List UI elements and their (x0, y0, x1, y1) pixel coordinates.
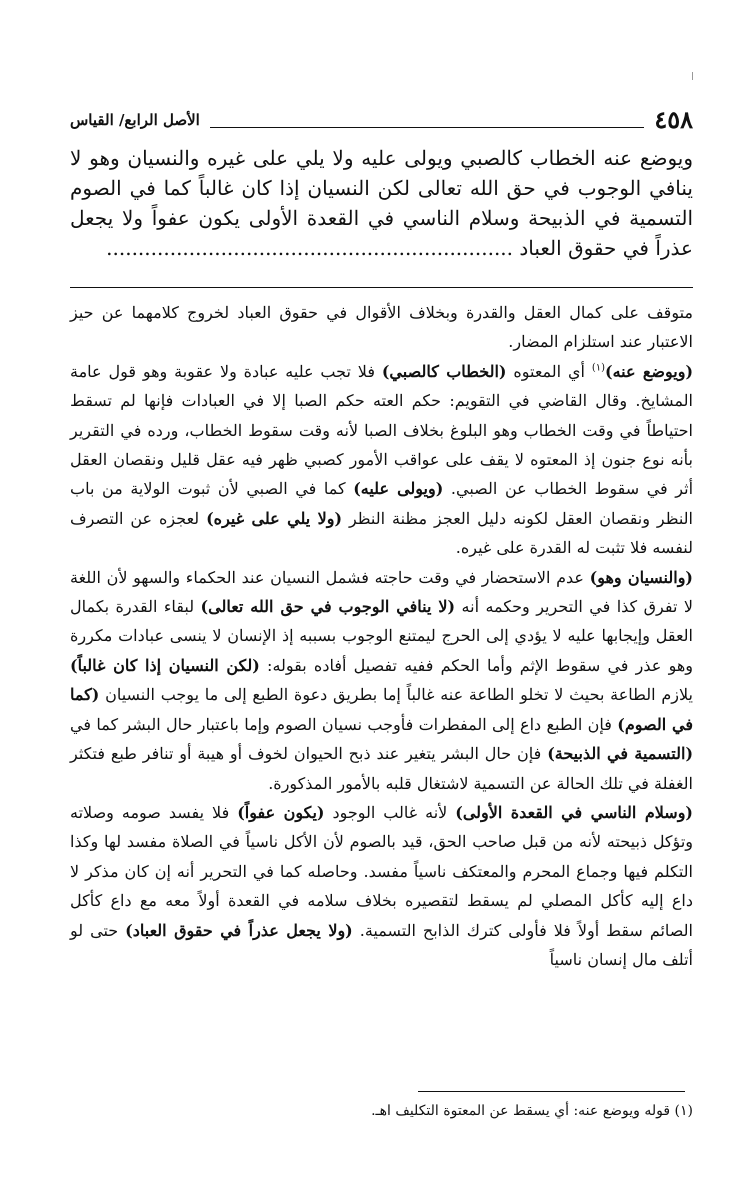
quoted-matn: (لكن النسيان إذا كان غالباً) (70, 655, 260, 675)
matn-paragraph (70, 143, 693, 263)
commentary-paragraph-2 (70, 357, 693, 563)
header-rule (210, 127, 645, 128)
commentary-text: كما في الصبي لأن ثبوت الولاية من باب النظر ونقصان العقل لكونه دليل العجز مظنة النظر (70, 479, 694, 528)
commentary-paragraph-4 (70, 798, 693, 974)
commentary-text: فلا يفسد صومه وصلاته وتؤكل ذبيحته لأنه من قبل صاحب الحق، قيد بالصوم لأن الأكل ناسياً في الصلاة مفسد لها وكذا التكلم فيها وجماع المحرم والمعتكف ناسياً مفسد. وحاصله كما في التحرير أنه إن كان مذكر لا داع إليه كأكل المصلي لم يسقط لتقصيره بخلاف سلامه في القعدة أولاً معه مع داع كأكل الصائم سقط أولاً فلا فأولى كترك الذابح التسمية. (70, 802, 694, 940)
footnote-reference[interactable]: (١) (591, 362, 606, 374)
commentary-text: حتى لو أتلف مال إنسان ناسياً (70, 920, 693, 969)
matn-text: ويوضع عنه الخطاب كالصبي ويولى عليه ولا يلي على غيره والنسيان وهو لا ينافي الوجوب في حق الله تعالى لكن النسيان إذا كان غالباً كما في الصوم التسمية في الذبيحة وسلام الناسي في القعدة الأولى يكون عفواً ولا يجعل عذراً في حقوق العباد (70, 146, 693, 260)
commentary-text: أي المعتوه (506, 361, 592, 381)
quoted-matn: (لا ينافي الوجوب في حق الله تعالى) (200, 597, 456, 617)
commentary-text: عدم الاستحضار في وقت حاجته فشمل النسيان عند الحكماء والسهو لأن اللغة لا تفرق كذا في التحرير وحكمه أنه (70, 567, 693, 617)
commentary-text: لأنه غالب الوجود (324, 802, 456, 822)
quoted-matn: (الخطاب كالصبي) (381, 361, 507, 381)
quoted-matn: (والنسيان وهو) (589, 567, 693, 587)
quoted-matn: (التسمية في الذبيحة) (547, 744, 694, 764)
quoted-matn: (ويوضع عنه) (605, 361, 694, 381)
commentary-text: لبقاء القدرة بكمال العقل وإيجابها عليه لا يؤدي إلى الحرج ليمتنع الوجوب بسببه إذ الإنسان لا ينسى عبادات مكررة وهو عذر في سقوط الإثم وأما الحكم ففيه تفصيل أفاده بقوله: (70, 597, 694, 675)
commentary-text: فإن الطبع داع إلى المفطرات فأوجب نسيان الصوم وإما باعتبار حال البشر كما في (70, 714, 618, 734)
matn-text-block (70, 143, 693, 263)
running-title: الأصل الرابع/ القياس (70, 111, 200, 129)
quoted-matn: (ويولى عليه) (353, 479, 444, 499)
commentary-paragraph-1: متوقف على كمال العقل والقدرة وبخلاف الأقوال في حقوق العباد لخروج كلامهما عن حيز الاعتبار عند استلزام المضار. (70, 303, 693, 352)
page-header (70, 103, 693, 133)
quoted-matn: (ولا يجعل عذراً في حقوق العباد) (125, 920, 353, 940)
matn-commentary-divider (70, 287, 693, 288)
footnote-rule (418, 1091, 685, 1092)
margin-mark (689, 72, 693, 80)
commentary-text: فإن حال البشر يتغير عند ذبح الحيوان لخوف أو هيبة أو تنافر طبع فتكثر الغفلة في تلك الحالة عن التسمية لاشتغال قلبه بالأمور المذكورة. (70, 744, 693, 793)
commentary-paragraph-3 (70, 563, 693, 798)
matn-trailing-dots: ................................................................ (106, 236, 514, 260)
commentary-text: لعجزه عن التصرف لنفسه فلا تثبت له القدرة على غيره. (70, 508, 693, 558)
quoted-matn: (وسلام الناسي في القعدة الأولى) (455, 802, 693, 822)
commentary-block (70, 298, 693, 974)
quoted-matn: (ولا يلي على غيره) (206, 508, 343, 528)
page-number: ٤٥٨ (654, 105, 693, 134)
footnote: (١) قوله ويوضع عنه: أي يسقط عن المعتوة التكليف اهـ. (371, 1103, 693, 1119)
commentary-text: يلازم الطاعة بحيث لا تخلو الطاعة عنه غالباً إما بطريق دعوة الطبع إلى ما يوجب النسيان (99, 685, 693, 705)
quoted-matn: (كما في الصوم) (70, 685, 693, 734)
commentary-text: فلا تجب عليه عبادة ولا عقوبة وهو قول عامة المشايخ. وقال القاضي في التقويم: حكم العته حكم الصبا إلا في العبادات فإنها لم تسقط احتياطاً في وقت الخطاب وهو البلوغ بخلاف الصبا لأنه وقت سقوط الخطاب، ورده في التقرير بأنه نوع جنون إذ المعتوه لا يقف على عواقب الأمور كصبي ظهر فيه عقل قليل ونقصان العقل أثر في سقوط الخطاب عن الصبي. (70, 361, 694, 499)
quoted-matn: (يكون عفواً) (237, 802, 325, 822)
